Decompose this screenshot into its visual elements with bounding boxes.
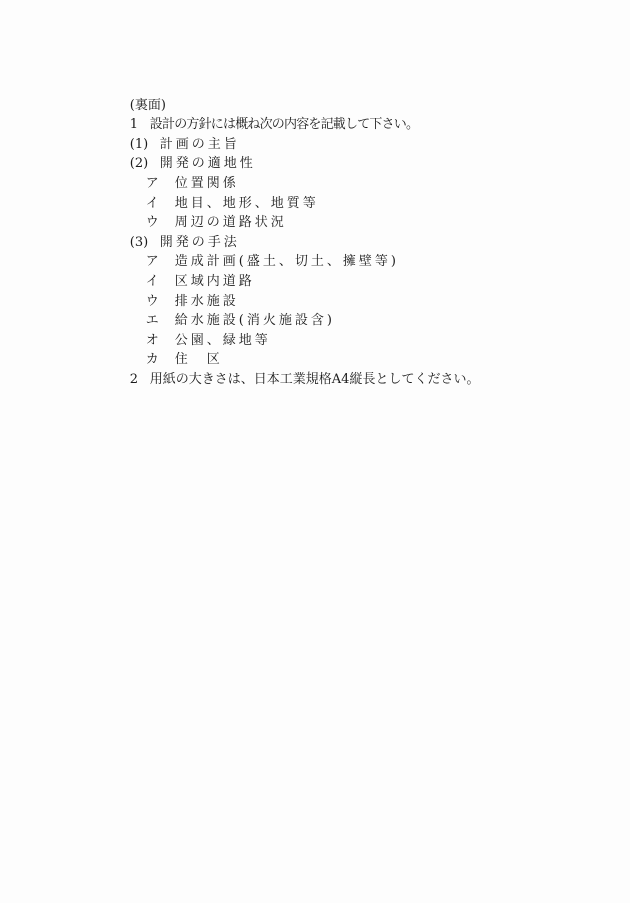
line-text: 開発の手法 <box>159 234 240 250</box>
line-text: 給水施設(消火施設含) <box>174 313 335 329</box>
line-marker: ア <box>145 175 159 191</box>
line-text: 開発の適地性 <box>159 156 256 172</box>
line-marker: オ <box>145 332 159 348</box>
line-marker: ウ <box>145 215 159 231</box>
line-text: 区域内道路 <box>174 273 255 289</box>
line-marker: ウ <box>145 293 159 309</box>
line-text: 計画の主旨 <box>159 136 240 152</box>
document-content <box>87 76 480 387</box>
line-text: (裏面) <box>129 97 166 113</box>
line-marker: エ <box>145 313 159 329</box>
line-text: 地目、地形、地質等 <box>174 195 319 211</box>
line-marker: 2 <box>129 371 139 387</box>
line-text: 公園、緑地等 <box>174 332 271 348</box>
line-text: 用紙の大きさは、日本工業規格A4縦長としてください。 <box>149 371 480 387</box>
line-marker: (2) <box>129 156 149 172</box>
line-text: 位置関係 <box>174 175 239 191</box>
line-marker: 1 <box>129 117 139 133</box>
line-text: 造成計画(盛土、切土、擁壁等) <box>174 254 399 270</box>
line-text: 排水施設 <box>174 293 239 309</box>
line-marker: イ <box>145 273 159 289</box>
line-text: 設計の方針には概ね次の内容を記載して下さい。 <box>149 117 419 133</box>
line-marker: (3) <box>129 234 149 250</box>
line-marker: イ <box>145 195 159 211</box>
line-marker: カ <box>145 352 159 368</box>
line-text: 住 区 <box>174 352 223 368</box>
line-marker: (1) <box>129 136 149 152</box>
document-line-heading <box>87 76 479 113</box>
line-text: 周辺の道路状況 <box>174 215 287 231</box>
line-marker: ア <box>145 254 159 270</box>
